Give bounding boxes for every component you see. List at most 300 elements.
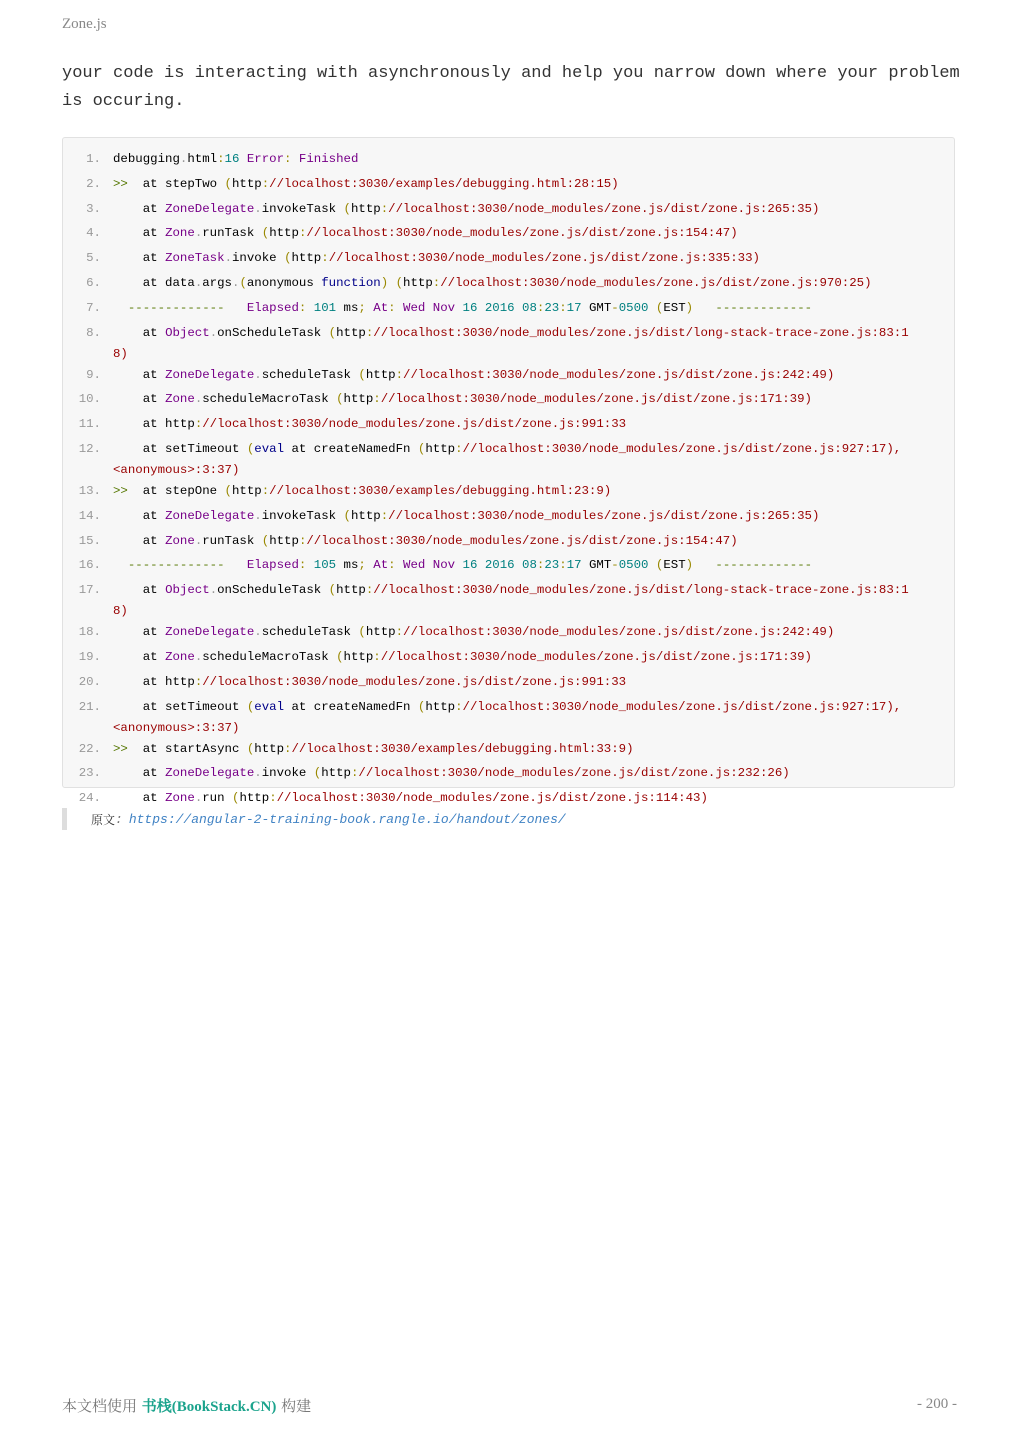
code-token: http — [350, 201, 381, 216]
code-text — [113, 199, 923, 224]
code-token — [648, 558, 655, 572]
page-header-title: Zone.js — [62, 16, 107, 32]
code-token: ( — [395, 275, 404, 290]
code-token: : — [432, 275, 441, 290]
code-token: : — [380, 508, 389, 523]
code-token — [388, 276, 395, 290]
code-token: : — [194, 417, 203, 432]
code-token — [648, 301, 655, 315]
code-token: ( — [328, 325, 337, 340]
footer-credit — [62, 1395, 311, 1416]
code-token: ZoneDelegate — [165, 766, 255, 781]
line-number: 23. — [78, 766, 101, 781]
code-token: http — [254, 741, 285, 756]
code-line — [63, 672, 954, 697]
code-line — [63, 531, 954, 556]
code-line — [63, 439, 954, 481]
code-token: http — [343, 649, 374, 664]
code-text — [113, 763, 923, 788]
code-token: : — [284, 152, 292, 166]
code-text — [113, 555, 923, 580]
line-number: 18. — [78, 625, 101, 640]
code-block — [62, 137, 955, 806]
code-token: : — [269, 791, 277, 806]
code-token: : — [373, 392, 381, 407]
code-token: . — [179, 152, 188, 166]
code-token: Object — [165, 583, 210, 598]
code-token: //localhost:3030/node_modules/zone.js/dist/zone.js:114:43) — [276, 791, 708, 806]
code-token: ( — [232, 791, 240, 806]
code-token: http — [365, 625, 396, 640]
code-text — [113, 323, 923, 365]
code-token: //localhost:3030/examples/debugging.html:33:9) — [291, 741, 634, 756]
code-token: : — [365, 583, 374, 598]
code-text — [113, 174, 923, 199]
code-token: runTask — [202, 226, 262, 241]
code-token: //localhost:3030/node_modules/zone.js/dist/zone.js:154:47) — [306, 533, 738, 548]
code-token: ( — [313, 766, 322, 781]
code-token: invokeTask — [261, 201, 344, 216]
code-token: . — [194, 791, 203, 806]
code-text — [113, 672, 923, 697]
code-token: ; — [358, 558, 366, 573]
line-number: 8. — [86, 325, 101, 340]
code-token: ( — [239, 275, 247, 290]
code-line — [63, 223, 954, 248]
code-token: ( — [336, 392, 344, 407]
code-line — [63, 323, 954, 365]
code-token — [477, 301, 484, 315]
code-token: EST — [663, 558, 686, 573]
code-token: . — [194, 226, 203, 241]
code-token: 105 — [313, 558, 337, 573]
code-token: Wed — [403, 300, 426, 315]
code-token — [425, 301, 432, 315]
code-token: : — [298, 558, 307, 573]
code-token: ) — [685, 558, 694, 573]
footer-brand-link[interactable]: 书栈(BookStack.CN) — [141, 1399, 277, 1415]
code-token: http — [231, 483, 262, 498]
code-token: GMT — [581, 558, 612, 573]
code-token: Object — [165, 325, 210, 340]
code-token: //localhost:3030/node_modules/zone.js/dist/long-stack-trace-zone.js:83:18) — [113, 583, 909, 619]
line-number: 19. — [78, 649, 101, 664]
code-token: 08 — [522, 558, 537, 573]
code-token: //localhost:3030/node_modules/zone.js/dist/zone.js:927:17), <anonymous>:3:37) — [113, 699, 902, 735]
code-token: http — [291, 251, 322, 266]
code-token: . — [224, 251, 232, 266]
code-token: ( — [417, 441, 426, 456]
intro-paragraph: your code is interacting with asynchronously and help you narrow down where your problem is occuring. — [62, 64, 960, 111]
code-token: >> — [113, 741, 128, 756]
code-token: at — [113, 367, 166, 382]
footer-prefix: 本文档使用 — [62, 1397, 142, 1415]
code-token: 0500 — [618, 300, 649, 315]
code-token: . — [254, 508, 262, 523]
code-token: //localhost:3030/node_modules/zone.js/dist/zone.js:242:49) — [403, 367, 835, 382]
code-token — [455, 301, 462, 315]
code-token — [515, 558, 522, 572]
code-token: at — [113, 508, 166, 523]
code-token: eval — [254, 441, 285, 456]
code-token: http — [350, 508, 381, 523]
line-number: 20. — [78, 674, 101, 689]
code-token: html — [187, 152, 218, 166]
code-token: ( — [358, 625, 366, 640]
code-token: scheduleMacroTask — [202, 392, 337, 407]
source-label: 原文 — [91, 812, 116, 827]
code-token: - — [611, 300, 619, 315]
code-line — [63, 199, 954, 224]
code-token: ------------- — [113, 300, 247, 315]
code-token — [515, 301, 522, 315]
code-token: at createNamedFn — [284, 441, 418, 456]
source-colon: : — [115, 811, 123, 827]
code-token: 17 — [566, 300, 582, 315]
code-token: ( — [417, 699, 426, 714]
code-token: scheduleTask — [261, 625, 359, 640]
code-line — [63, 365, 954, 390]
code-token: http — [365, 367, 396, 382]
code-line — [63, 298, 954, 323]
code-token: : — [350, 766, 359, 781]
code-text — [113, 580, 923, 622]
code-token: ZoneDelegate — [165, 508, 255, 523]
code-token: at — [113, 325, 166, 340]
code-token: . — [209, 583, 218, 598]
code-token: eval — [254, 699, 285, 714]
code-token: : — [373, 649, 381, 664]
code-token: : — [298, 226, 307, 241]
code-token: at — [113, 649, 166, 664]
code-token: 16 — [224, 152, 240, 166]
code-token: http — [321, 766, 351, 781]
code-token: . — [254, 766, 262, 781]
code-token: : — [380, 201, 389, 216]
code-text — [113, 481, 923, 506]
code-token: scheduleMacroTask — [202, 649, 337, 664]
code-token: : — [559, 300, 567, 315]
code-token: http — [336, 583, 366, 598]
code-token: : — [298, 300, 307, 315]
code-token: : — [217, 152, 225, 166]
code-token: : — [388, 558, 396, 573]
code-token: at http — [113, 674, 195, 689]
code-token: runTask — [202, 533, 262, 548]
code-token — [306, 558, 313, 572]
code-token: at stepTwo — [127, 176, 225, 191]
line-number: 5. — [86, 251, 101, 266]
code-token: //localhost:3030/node_modules/zone.js/dist/zone.js:335:33) — [328, 251, 760, 266]
code-token: 2016 — [484, 300, 515, 315]
code-text — [113, 248, 923, 273]
code-token: >> — [113, 176, 128, 191]
line-number: 11. — [78, 417, 101, 432]
code-token: //localhost:3030/node_modules/zone.js/dist/zone.js:991:33 — [202, 417, 627, 432]
code-token: //localhost:3030/node_modules/zone.js/dist/zone.js:927:17), <anonymous>:3:37) — [113, 441, 902, 477]
code-token: . — [254, 201, 262, 216]
line-number: 1. — [86, 152, 101, 166]
code-token: Zone — [165, 649, 195, 664]
code-token: ( — [358, 367, 366, 382]
code-token: At — [373, 300, 389, 315]
code-line — [63, 481, 954, 506]
code-token: . — [194, 392, 203, 407]
code-token: //localhost:3030/node_modules/zone.js/dist/zone.js:991:33 — [202, 674, 627, 689]
code-token: 17 — [566, 558, 582, 573]
code-token: ms — [336, 300, 359, 315]
code-token: at http — [113, 417, 195, 432]
code-text — [113, 223, 923, 248]
code-line — [63, 697, 954, 739]
line-number: 16. — [78, 558, 101, 573]
code-token: ( — [336, 649, 344, 664]
code-token — [425, 558, 432, 572]
code-token — [291, 152, 298, 166]
code-token: //localhost:3030/examples/debugging.html:28:15) — [269, 176, 619, 191]
code-line — [63, 506, 954, 531]
code-token: http — [239, 791, 270, 806]
code-text — [113, 414, 923, 439]
line-number: 21. — [78, 699, 101, 714]
code-token: ( — [328, 583, 337, 598]
code-line — [63, 414, 954, 439]
code-token: ( — [261, 533, 270, 548]
code-token: Zone — [165, 533, 195, 548]
code-line — [63, 389, 954, 414]
code-line — [63, 739, 954, 764]
code-token: ( — [246, 741, 255, 756]
code-token: - — [611, 558, 619, 573]
code-token: //localhost:3030/node_modules/zone.js/dist/zone.js:171:39) — [380, 392, 812, 407]
line-number: 12. — [78, 441, 101, 456]
code-token: anonymous — [246, 275, 322, 290]
code-token: 16 — [462, 558, 478, 573]
line-number: 4. — [86, 226, 101, 241]
code-token: 0500 — [618, 558, 649, 573]
code-token: at createNamedFn — [284, 699, 418, 714]
code-token: ( — [343, 201, 351, 216]
code-token — [396, 558, 403, 572]
code-token: : — [536, 558, 545, 573]
code-token: . — [254, 625, 262, 640]
code-token: : — [536, 300, 545, 315]
code-token: run — [202, 791, 232, 806]
code-token: invokeTask — [261, 508, 344, 523]
code-token: at stepOne — [127, 483, 225, 498]
code-text — [113, 647, 923, 672]
code-text — [113, 506, 923, 531]
code-token: EST — [663, 300, 686, 315]
line-number: 6. — [86, 275, 101, 290]
code-token: Zone — [165, 791, 195, 806]
code-token: onScheduleTask — [217, 325, 329, 340]
code-line — [63, 622, 954, 647]
code-token: At — [373, 558, 389, 573]
code-token: invoke — [261, 766, 314, 781]
code-token: at — [113, 201, 166, 216]
code-token: ( — [224, 176, 232, 191]
line-number: 2. — [86, 176, 101, 191]
code-token: //localhost:3030/node_modules/zone.js/dist/zone.js:232:26) — [358, 766, 790, 781]
code-token: 16 — [462, 300, 478, 315]
line-number: 22. — [78, 741, 101, 756]
code-token: GMT — [581, 300, 612, 315]
code-line — [63, 273, 954, 298]
code-token — [239, 152, 246, 166]
source-link[interactable]: https://angular-2-training-book.rangle.io/handout/zones/ — [128, 811, 566, 827]
code-token: ZoneDelegate — [165, 367, 255, 382]
code-token: ------------- — [693, 558, 813, 573]
code-line — [63, 763, 954, 788]
code-token: http — [269, 226, 299, 241]
code-text — [113, 622, 923, 647]
code-token: //localhost:3030/node_modules/zone.js/dist/zone.js:242:49) — [403, 625, 835, 640]
code-token: //localhost:3030/node_modules/zone.js/dist/zone.js:265:35) — [388, 201, 820, 216]
code-token: http — [336, 325, 366, 340]
code-token: . — [194, 275, 203, 290]
code-token: ( — [246, 699, 255, 714]
code-token: http — [403, 275, 433, 290]
code-token: : — [321, 251, 329, 266]
code-text — [113, 389, 923, 414]
line-number: 7. — [86, 300, 101, 315]
code-token: ) — [380, 275, 389, 290]
code-token: Elapsed — [246, 300, 299, 315]
code-token: : — [455, 699, 463, 714]
code-text — [113, 149, 923, 174]
code-token: . — [194, 533, 203, 548]
code-token: ( — [284, 251, 292, 266]
code-token: //localhost:3030/node_modules/zone.js/dist/zone.js:171:39) — [380, 649, 812, 664]
code-token: . — [232, 275, 240, 290]
code-token: . — [254, 367, 262, 382]
code-token: Finished — [298, 152, 359, 166]
line-number: 13. — [78, 483, 101, 498]
code-text — [113, 365, 923, 390]
code-line — [63, 580, 954, 622]
line-number: 9. — [86, 367, 101, 382]
code-token: onScheduleTask — [217, 583, 329, 598]
code-text — [113, 273, 923, 298]
code-token: http — [269, 533, 299, 548]
code-token: Zone — [165, 392, 195, 407]
code-token: ZoneDelegate — [165, 625, 255, 640]
code-token: http — [343, 392, 374, 407]
code-token: at — [113, 583, 166, 598]
code-token: ( — [655, 300, 664, 315]
code-token: at — [113, 625, 166, 640]
code-text — [113, 531, 923, 556]
code-token: ( — [224, 483, 232, 498]
code-token: : — [395, 367, 404, 382]
code-token: : — [261, 176, 270, 191]
code-token: ms — [336, 558, 359, 573]
code-token — [477, 558, 484, 572]
code-token: //localhost:3030/node_modules/zone.js/dist/zone.js:970:25) — [440, 275, 872, 290]
code-line — [63, 647, 954, 672]
page-number: - 200 - — [917, 1396, 957, 1412]
line-number: 15. — [78, 533, 101, 548]
line-number: 3. — [86, 201, 101, 216]
line-number: 24. — [78, 791, 101, 806]
code-token: at — [113, 533, 166, 548]
code-token: http — [231, 176, 262, 191]
code-token: : — [388, 300, 396, 315]
code-token: ; — [358, 300, 366, 315]
code-token: at startAsync — [127, 741, 247, 756]
code-token: ZoneDelegate — [165, 201, 255, 216]
code-token: : — [559, 558, 567, 573]
code-token: : — [284, 741, 292, 756]
code-token: //localhost:3030/node_modules/zone.js/dist/zone.js:265:35) — [388, 508, 820, 523]
code-token: Nov — [432, 558, 456, 573]
code-token: //localhost:3030/examples/debugging.html:23:9) — [269, 483, 612, 498]
line-number: 17. — [78, 583, 101, 598]
code-token: 23 — [544, 558, 560, 573]
code-token: at data — [113, 275, 195, 290]
code-token: Elapsed — [246, 558, 299, 573]
code-line — [63, 555, 954, 580]
code-token: Error — [246, 152, 285, 166]
code-token: >> — [113, 483, 128, 498]
code-token: http — [425, 699, 456, 714]
code-token: : — [395, 625, 404, 640]
footer-suffix: 构建 — [276, 1397, 312, 1415]
code-token: . — [209, 325, 218, 340]
code-token — [306, 301, 313, 315]
code-token: 08 — [522, 300, 537, 315]
code-token: args — [202, 275, 232, 290]
code-token: ZoneTask — [165, 251, 225, 266]
line-number: 10. — [78, 392, 101, 407]
code-token: debugging — [113, 152, 180, 166]
code-token: : — [261, 483, 270, 498]
code-text — [113, 697, 923, 739]
code-token: at setTimeout — [113, 699, 247, 714]
code-token: ( — [343, 508, 351, 523]
code-token: : — [365, 325, 374, 340]
code-token: //localhost:3030/node_modules/zone.js/dist/zone.js:154:47) — [306, 226, 738, 241]
code-line — [63, 149, 954, 174]
source-quote — [62, 808, 566, 830]
code-token: function — [321, 275, 381, 290]
code-token: 101 — [313, 300, 337, 315]
code-line — [63, 248, 954, 273]
code-token: : — [298, 533, 307, 548]
code-token: invoke — [232, 251, 285, 266]
code-token: Zone — [165, 226, 195, 241]
code-token: at — [113, 251, 166, 266]
code-token: at setTimeout — [113, 441, 247, 456]
code-token: at — [113, 392, 166, 407]
code-token — [396, 301, 403, 315]
code-token: ( — [261, 226, 270, 241]
line-number: 14. — [78, 508, 101, 523]
code-token: ------------- — [113, 558, 247, 573]
code-token: Nov — [432, 300, 456, 315]
code-token: ( — [246, 441, 255, 456]
code-text — [113, 739, 923, 764]
code-token: at — [113, 226, 166, 241]
code-token: //localhost:3030/node_modules/zone.js/dist/long-stack-trace-zone.js:83:18) — [113, 325, 909, 361]
code-token: : — [455, 441, 463, 456]
code-token: 2016 — [484, 558, 515, 573]
code-token: at — [113, 791, 166, 806]
code-token: ) — [685, 300, 694, 315]
code-token: Wed — [403, 558, 426, 573]
code-token: : — [194, 674, 203, 689]
